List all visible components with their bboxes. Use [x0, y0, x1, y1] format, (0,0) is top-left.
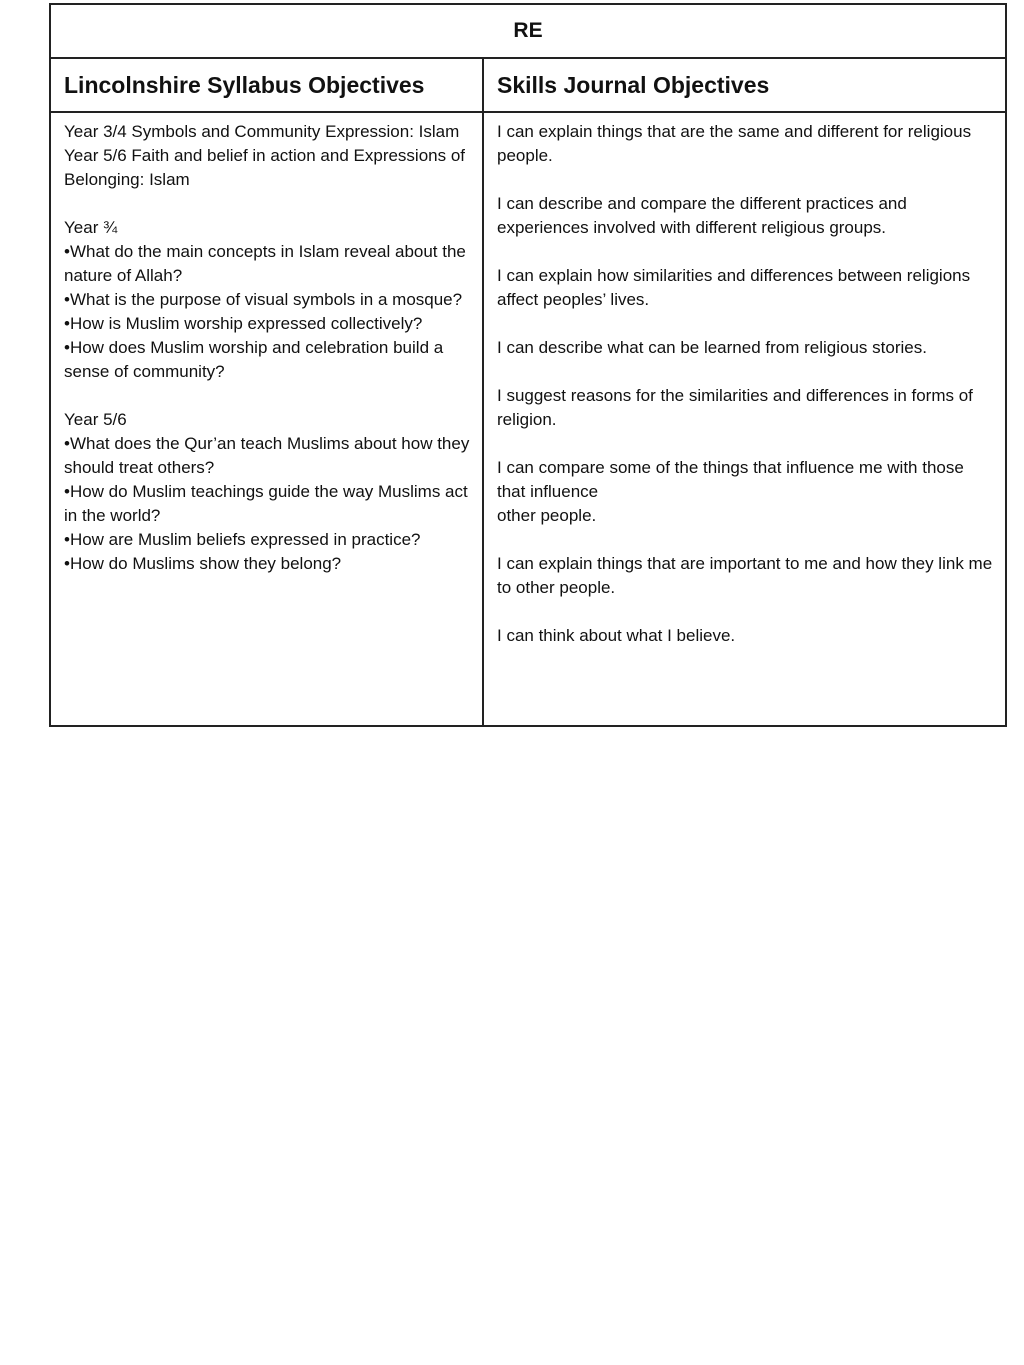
year56-item: •How are Muslim beliefs expressed in practice?	[64, 530, 421, 549]
skills-journal-header: Skills Journal Objectives	[483, 58, 1006, 112]
year34-item: •How is Muslim worship expressed collectively?	[64, 314, 423, 333]
syllabus-objectives-cell	[50, 112, 483, 726]
year34-item: •How does Muslim worship and celebration build a sense of community?	[64, 338, 444, 381]
skills-objective: I can explain how similarities and differences between religions affect peoples’ lives.	[497, 266, 971, 309]
year34-item: •What is the purpose of visual symbols in a mosque?	[64, 290, 463, 309]
skills-objective-continued: other people.	[497, 506, 597, 525]
spacer	[64, 192, 470, 216]
re-objectives-table	[49, 3, 1007, 727]
syllabus-intro-year56: Year 5/6 Faith and belief in action and Expressions of Belonging: Islam	[64, 146, 466, 189]
spacer	[497, 600, 993, 624]
skills-journal-cell	[483, 112, 1006, 726]
spacer	[497, 168, 993, 192]
year56-heading: Year 5/6	[64, 410, 127, 429]
spacer	[497, 528, 993, 552]
skills-objective: I can think about what I believe.	[497, 626, 736, 645]
spacer	[497, 360, 993, 384]
syllabus-intro-year34: Year 3/4 Symbols and Community Expression: Islam	[64, 122, 460, 141]
skills-objective: I can describe and compare the different practices and experiences involved with different religious groups.	[497, 194, 907, 237]
skills-objective: I can compare some of the things that influence me with those that influence	[497, 458, 964, 501]
year56-item: •How do Muslims show they belong?	[64, 554, 342, 573]
spacer	[497, 312, 993, 336]
year56-item: •How do Muslim teachings guide the way Muslims act in the world?	[64, 482, 468, 525]
year56-item: •What does the Qur’an teach Muslims about how they should treat others?	[64, 434, 470, 477]
skills-objective: I can explain things that are the same and different for religious people.	[497, 122, 972, 165]
spacer	[497, 240, 993, 264]
spacer	[497, 432, 993, 456]
table-title: RE	[50, 4, 1006, 58]
skills-objective: I can describe what can be learned from religious stories.	[497, 338, 927, 357]
year34-heading: Year ¾	[64, 218, 118, 237]
skills-objective: I can explain things that are important to me and how they link me to other people.	[497, 554, 993, 597]
year34-item: •What do the main concepts in Islam reveal about the nature of Allah?	[64, 242, 466, 285]
spacer	[64, 384, 470, 408]
skills-objective: I suggest reasons for the similarities and differences in forms of religion.	[497, 386, 973, 429]
lincolnshire-syllabus-header: Lincolnshire Syllabus Objectives	[50, 58, 483, 112]
